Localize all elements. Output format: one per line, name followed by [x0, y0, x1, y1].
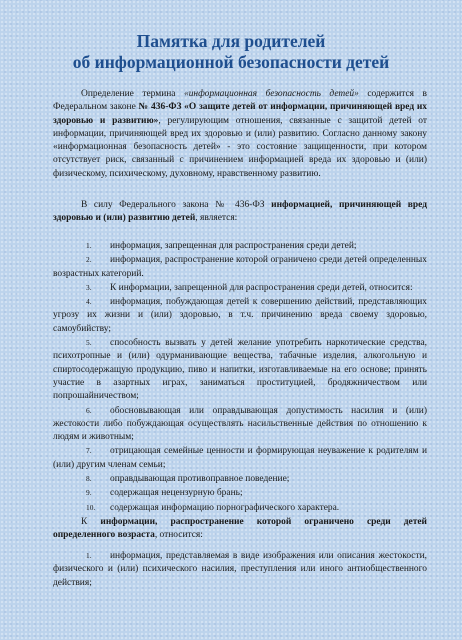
list-item — [53, 472, 427, 486]
list-item — [53, 444, 427, 472]
list-item-text: К информации, запрещенной для распространения среди детей, относится: — [110, 282, 413, 293]
list-item — [53, 549, 427, 590]
list-item-number: 4. — [86, 297, 92, 307]
page-title-line2: об информационной безопасности детей — [72, 52, 390, 72]
list-item-text: информация, запрещенная для распространения среди детей; — [110, 241, 357, 251]
list-item-text: информация, распространение которой ограничено среди детей определенных возрастных категорий. — [53, 255, 427, 279]
list-item — [53, 253, 427, 281]
list-item — [53, 239, 427, 253]
list-item-text: отрицающая семейные ценности и формирующая неуважение к родителям и (или) другим членам семьи; — [53, 446, 427, 470]
list-item-text: обосновывающая или оправдывающая допустимость насилия и (или) жестокости либо побуждающая осуществлять насильственные действия по отношению к людям и животным; — [53, 405, 427, 443]
list-item — [53, 486, 427, 500]
restricted-info-list — [53, 549, 427, 590]
list-item-text: содержащая нецензурную брань; — [110, 488, 243, 499]
list-item-number: 2. — [86, 255, 92, 265]
list-item-number: 3. — [86, 282, 92, 292]
intro-paragraph: Определение термина «информационная безопасность детей» содержится в Федеральном законе № 436-ФЗ «О защите детей от информации, причиняющей вред их здоровью и развитию», регулирующим отношения, связанные с защитой детей от информации, причиняющей вред их здоровью и (или) развитию. Согласно данному закону «информационная безопасность детей» - это состояние защищенности, при котором отсутствует риск, связанный с причинением информацией вреда их здоровью и (или) физическому, психическому, духовному, нравственному развитию. — [53, 89, 427, 179]
list-item-number: 7. — [86, 446, 92, 456]
list-item-text: оправдывающая противоправное поведение; — [110, 474, 290, 485]
list-item-number: 10. — [86, 502, 96, 512]
page-title-line1: Памятка для родителей — [136, 31, 326, 51]
restricted-info-paragraph: К информации, распространение которой ограничено среди детей определенного возраста, относится: — [53, 517, 427, 541]
list-item-number: 9. — [86, 488, 92, 498]
list-item-number: 1. — [86, 551, 92, 560]
list-item-number: 8. — [86, 474, 92, 484]
list-item-text: содержащая информацию порнографического характера. — [110, 502, 340, 513]
list-item-number: 6. — [86, 405, 92, 415]
definition-paragraph: В силу Федерального закона № 436-ФЗ информацией, причиняющей вред здоровью и (или) развитию детей, является: — [53, 200, 427, 224]
list-item-text: информация, представляемая в виде изображения или описания жестокости, физического и (или) психического насилия, преступления или иного антиобщественного действия; — [53, 551, 427, 588]
harmful-info-list — [53, 239, 427, 515]
list-item-text: информация, побуждающая детей к совершению действий, представляющих угрозу их жизни и (или) здоровью, в т.ч. причинению вреда своему здоровью, самоубийству; — [53, 297, 427, 334]
list-item — [53, 295, 427, 336]
list-item — [53, 404, 427, 445]
list-item — [53, 336, 427, 403]
list-item-text: способность вызвать у детей желание употребить наркотические средства, психотропные и (или) одурманивающие вещества, табачные изделия, алкогольную и спиртосодержащую продукцию, пиво и напитки, изготавливаемые на его основе; принять участие в азартных играх, заниматься проституцией, бродяжничеством или попрошайничеством; — [53, 338, 427, 402]
list-item-number: 5. — [86, 338, 92, 348]
list-item — [53, 281, 427, 295]
list-item-number: 1. — [86, 241, 92, 250]
list-item — [53, 501, 427, 515]
